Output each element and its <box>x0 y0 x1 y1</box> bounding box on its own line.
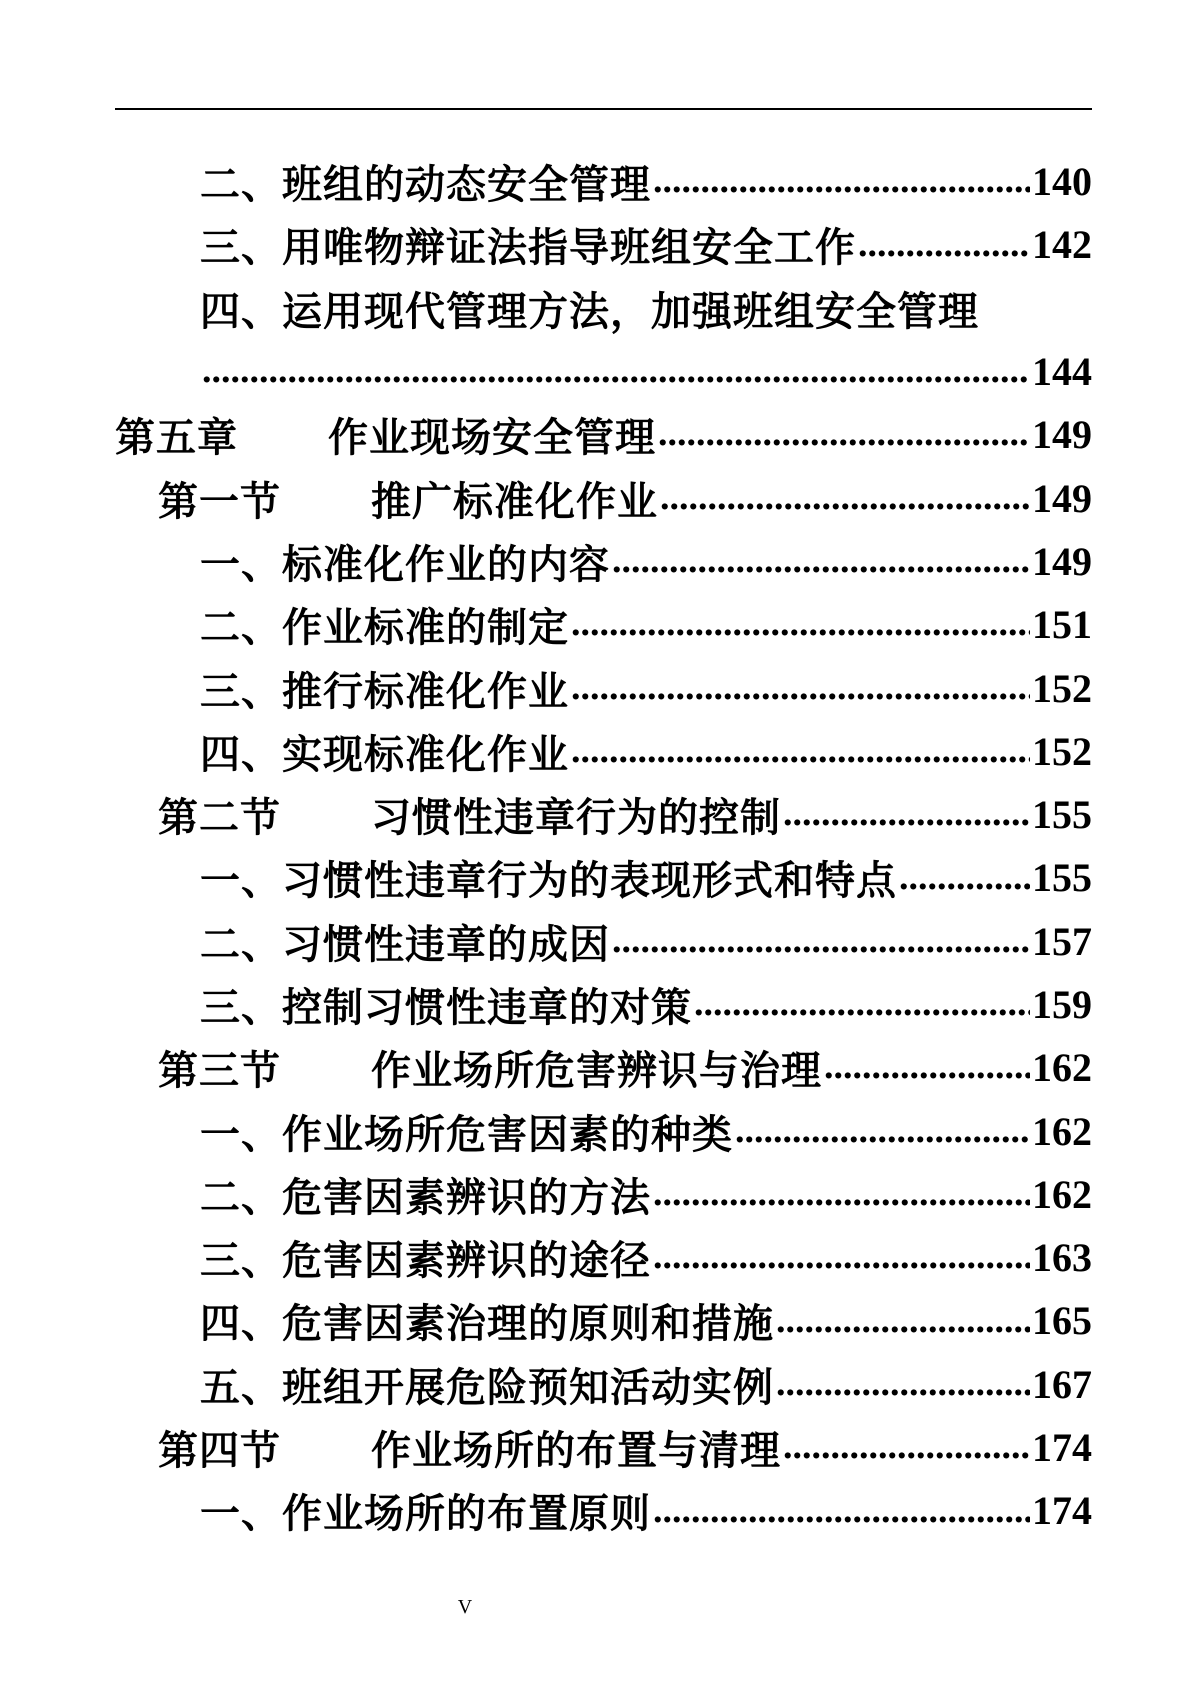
toc-entry-subsection[interactable] <box>0 720 1200 783</box>
toc-entry-subsection[interactable] <box>0 1289 1200 1352</box>
toc-entry-label <box>200 1356 774 1413</box>
toc-entry-title: 控制习惯性违章的对策 <box>282 985 692 1031</box>
toc-entry-number: 四、 <box>200 288 282 335</box>
toc-entry-section[interactable] <box>0 783 1200 846</box>
dot-leader <box>899 858 1030 910</box>
toc-entry-page-number: 163 <box>1032 1235 1092 1281</box>
toc-entry-title: 班组开展危险预知活动实例 <box>282 1364 774 1411</box>
toc-entry-label <box>200 849 897 906</box>
toc-entry-number: 三、 <box>200 985 282 1031</box>
toc-entry-subsection[interactable] <box>0 1353 1200 1416</box>
toc-entry-title: 危害因素治理的原则和措施 <box>282 1301 774 1348</box>
page-number-footer: V <box>457 1596 473 1618</box>
toc-entry-label <box>200 533 610 590</box>
toc-entry-page-number: 159 <box>1032 982 1092 1027</box>
toc-entry-subsection[interactable] <box>0 1226 1200 1289</box>
toc-entry-label <box>200 660 569 717</box>
toc-entry-subsection[interactable] <box>0 1099 1200 1162</box>
toc-entry-label <box>200 1482 651 1539</box>
toc-entry-label <box>200 976 692 1033</box>
toc-entry-page-number: 152 <box>1032 665 1092 711</box>
toc-entry-label <box>158 786 781 843</box>
dot-leader <box>653 1491 1030 1543</box>
toc-entry-subsection[interactable] <box>0 1479 1200 1542</box>
dot-leader <box>612 541 1030 593</box>
toc-entry-page-number: 152 <box>1032 728 1092 774</box>
dot-leader <box>776 1301 1030 1353</box>
toc-entry-title: 危害因素辨识的方法 <box>282 1174 651 1221</box>
dot-leader <box>783 1427 1030 1479</box>
toc-entry-page-number: 155 <box>1032 855 1092 901</box>
toc-entry-page-number: 162 <box>1032 1045 1092 1091</box>
toc-entry-section[interactable] <box>0 1416 1200 1479</box>
toc-entry-title: 作业标准的制定 <box>282 605 569 652</box>
toc-entry-title: 实现标准化作业 <box>282 731 569 778</box>
toc-entry-number: 第二节 <box>158 795 281 842</box>
dot-leader <box>694 984 1030 1036</box>
table-of-contents <box>0 150 1200 1543</box>
toc-entry-label <box>200 913 610 970</box>
dot-leader <box>783 794 1030 846</box>
toc-entry-number: 一、 <box>200 858 282 905</box>
toc-entry-number: 三、 <box>200 668 282 715</box>
toc-entry-subsection[interactable] <box>0 150 1200 213</box>
toc-entry-page-number: 151 <box>1032 602 1092 648</box>
toc-entry-number: 二、 <box>200 1174 282 1221</box>
toc-entry-number: 三、 <box>200 225 282 272</box>
toc-entry-title: 作业场所危害因素的种类 <box>282 1111 733 1158</box>
toc-entry-number: 二、 <box>200 162 282 209</box>
toc-entry-page-number: 144 <box>1032 349 1092 395</box>
toc-entry-page-number: 142 <box>1032 222 1092 268</box>
toc-entry-number: 五、 <box>200 1364 282 1411</box>
toc-entry-title: 运用现代管理方法，加强班组安全管理 <box>282 288 979 335</box>
toc-entry-subsection[interactable] <box>0 656 1200 719</box>
toc-entry-subsection[interactable] <box>0 213 1200 276</box>
toc-entry-title: 作业场所的布置原则 <box>282 1491 651 1538</box>
toc-entry-number: 第三节 <box>158 1048 281 1095</box>
dot-leader <box>653 161 1030 213</box>
dot-leader <box>653 1174 1030 1226</box>
dot-leader <box>735 1111 1030 1163</box>
toc-entry-number: 四、 <box>200 731 282 778</box>
toc-entry-label <box>158 1419 781 1476</box>
toc-entry-page-number: 167 <box>1032 1361 1092 1407</box>
toc-entry-subsection[interactable] <box>0 973 1200 1036</box>
toc-entry-number: 四、 <box>200 1301 282 1348</box>
toc-entry-page-number: 149 <box>1032 475 1092 521</box>
dot-leader <box>202 351 1030 403</box>
toc-entry-label <box>158 470 658 527</box>
dot-leader <box>824 1047 1030 1099</box>
dot-leader <box>653 1237 1030 1289</box>
toc-entry-subsection[interactable] <box>0 1163 1200 1226</box>
toc-entry-number: 第一节 <box>158 478 281 525</box>
toc-entry-section[interactable] <box>0 1036 1200 1099</box>
dot-leader <box>858 225 1030 277</box>
toc-entry-title: 用唯物辩证法指导班组安全工作 <box>282 225 856 272</box>
toc-entry-title: 作业场所的布置与清理 <box>371 1428 781 1475</box>
toc-entry-title: 习惯性违章行为的表现形式和特点 <box>282 858 897 905</box>
toc-entry-page-number: 149 <box>1032 412 1092 458</box>
dot-leader <box>612 921 1030 973</box>
toc-entry-label <box>200 280 979 337</box>
toc-entry-label <box>200 1292 774 1349</box>
toc-entry-title: 作业现场安全管理 <box>328 415 656 462</box>
toc-entry-page-number: 174 <box>1032 1425 1092 1471</box>
toc-entry-number: 一、 <box>200 1111 282 1158</box>
header-rule <box>115 108 1092 110</box>
toc-entry-page-number: 149 <box>1032 538 1092 584</box>
toc-entry-title: 作业场所危害辨识与治理 <box>371 1048 822 1095</box>
toc-entry-subsection[interactable] <box>0 277 1200 340</box>
toc-entry-section[interactable] <box>0 466 1200 529</box>
toc-entry-chapter[interactable] <box>0 403 1200 466</box>
toc-entry-number: 三、 <box>200 1238 282 1285</box>
toc-entry-subsection[interactable] <box>0 846 1200 909</box>
toc-entry-title: 危害因素辨识的途径 <box>282 1238 651 1285</box>
toc-entry-page-number: 157 <box>1032 918 1092 964</box>
toc-entry-subsection[interactable] <box>0 593 1200 656</box>
toc-entry-title: 习惯性违章的成因 <box>282 921 610 968</box>
toc-entry-page-number: 155 <box>1032 792 1092 838</box>
toc-entry-page-number: 174 <box>1032 1488 1092 1534</box>
toc-entry-number: 二、 <box>200 605 282 652</box>
toc-entry-number: 一、 <box>200 1491 282 1538</box>
toc-entry-title: 推广标准化作业 <box>371 478 658 525</box>
dot-leader <box>660 478 1030 530</box>
toc-entry-number: 第四节 <box>158 1428 281 1475</box>
toc-entry-label <box>200 1166 651 1223</box>
dot-leader <box>571 731 1030 783</box>
toc-entry-label <box>115 406 656 463</box>
toc-entry-page-number: 162 <box>1032 1108 1092 1154</box>
toc-entry-label <box>200 1103 733 1160</box>
toc-entry-label <box>200 153 651 210</box>
toc-entry-subsection[interactable] <box>0 340 1200 403</box>
toc-entry-page-number: 165 <box>1032 1298 1092 1344</box>
toc-entry-title: 推行标准化作业 <box>282 668 569 715</box>
dot-leader <box>776 1364 1030 1416</box>
toc-entry-title: 习惯性违章行为的控制 <box>371 795 781 842</box>
dot-leader <box>571 604 1030 656</box>
toc-entry-label <box>158 1039 822 1096</box>
dot-leader <box>658 414 1030 466</box>
toc-entry-subsection[interactable] <box>0 530 1200 593</box>
toc-entry-label <box>200 1229 651 1286</box>
toc-entry-label <box>200 723 569 780</box>
dot-leader <box>571 668 1030 720</box>
toc-entry-page-number: 140 <box>1032 159 1092 205</box>
toc-entry-title: 标准化作业的内容 <box>282 541 610 588</box>
toc-entry-title: 班组的动态安全管理 <box>282 162 651 209</box>
toc-entry-number: 第五章 <box>115 415 238 462</box>
toc-entry-page-number: 162 <box>1032 1171 1092 1217</box>
toc-entry-label <box>200 596 569 653</box>
toc-entry-number: 二、 <box>200 921 282 968</box>
toc-entry-number: 一、 <box>200 541 282 588</box>
toc-entry-label <box>200 216 856 273</box>
toc-entry-subsection[interactable] <box>0 910 1200 973</box>
